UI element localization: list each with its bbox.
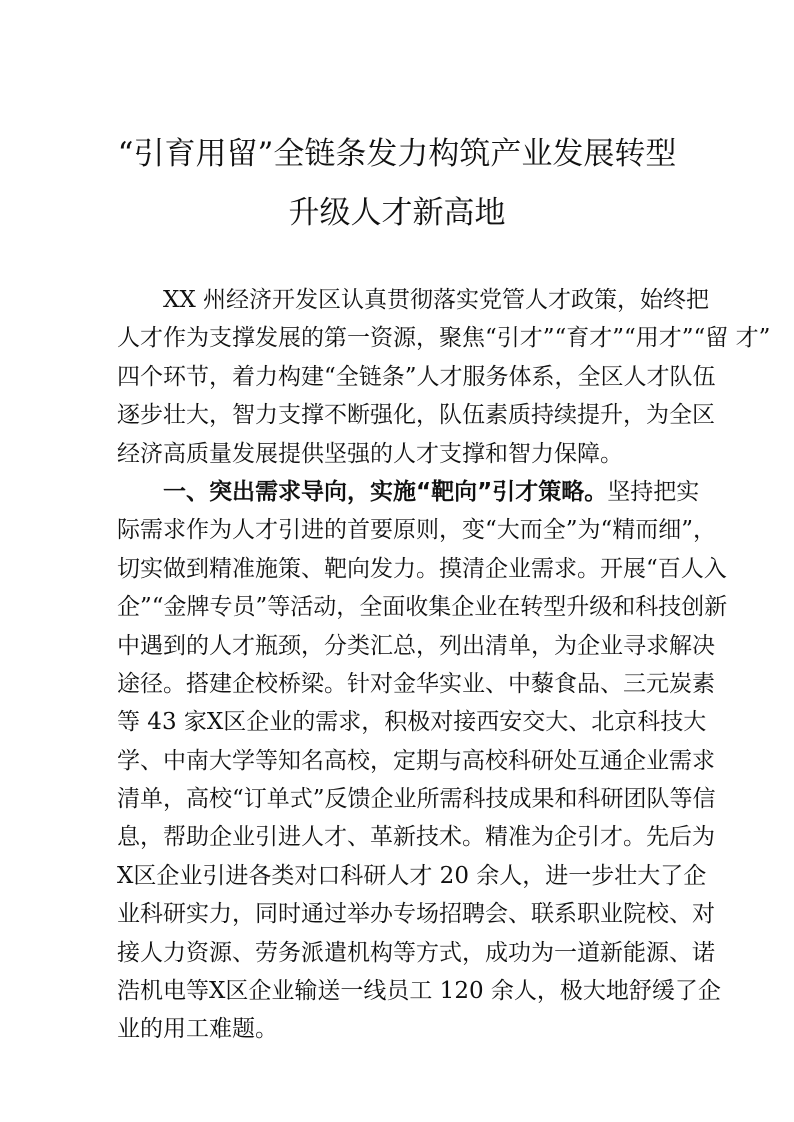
- paragraph-2-first-line: [117, 473, 700, 511]
- paragraph-2-line: 清单，高校“订单式”反馈企业所需科技成果和科研团队等信: [117, 786, 716, 813]
- paragraph-2-line: 途径。搭建企校桥梁。针对金华实业、中藜食品、三元炭素: [117, 670, 715, 697]
- paragraph-1-line: 逐步壮大，智力支撑不断强化，队伍素质持续提升，为全区: [117, 402, 715, 429]
- paragraph-1-line: 四个环节，着力构建“全链条”人才服务体系，全区人才队伍: [117, 363, 716, 390]
- paragraph-2-line: 中遇到的人才瓶颈，分类汇总，列出清单，为企业寻求解决: [117, 632, 715, 659]
- paragraph-2-line: 际需求作为人才引进的首要原则，变“大而全”为“精而细”，: [117, 517, 717, 544]
- paragraph-2-line: 息，帮助企业引进人才、革新技术。精准为企引才。先后为: [117, 824, 715, 851]
- paragraph-1-line: 经济高质量发展提供坚强的人才支撑和智力保障。: [117, 440, 623, 467]
- paragraph-2-line: 业科研实力，同时通过举办专场招聘会、联系职业院校、对: [117, 901, 715, 928]
- paragraph-2-line: 等 43 家X区企业的需求，积极对接西安交大、北京科技大: [117, 709, 707, 736]
- section-heading: 一、突出需求导向，实施“靶向”引才策略。: [163, 478, 608, 505]
- paragraph-2-line: 企”“金牌专员”等活动，全面收集企业在转型升级和科技创新: [117, 594, 728, 621]
- paragraph-1-line: 人才作为支撑发展的第一资源，聚焦“引才”“育才”“用才”“留 才”: [117, 325, 771, 352]
- document-title-line-2: 升级人才新高地: [288, 195, 506, 231]
- paragraph-2-line: 浩机电等X区企业输送一线员工 120 余人，极大地舒缓了企: [117, 978, 721, 1005]
- paragraph-2-line: X区企业引进各类对口科研人才 20 余人，进一步壮大了企: [117, 862, 707, 889]
- paragraph-2-line: 业的用工难题。: [117, 1016, 278, 1043]
- paragraph-2-first-line-text: 坚持把实: [607, 478, 700, 505]
- paragraph-2-line: 切实做到精准施策、靶向发力。摸清企业需求。开展“百人入: [117, 555, 727, 582]
- paragraph-2-line: 接人力资源、劳务派遣机构等方式，成功为一道新能源、诺: [117, 939, 715, 966]
- document-title-line-1: “引育用留”全链条发力构筑产业发展转型: [117, 136, 677, 172]
- document-body: [117, 281, 771, 1049]
- paragraph-1-line: XX 州经济开发区认真贯彻落实党管人才政策，始终把: [163, 287, 710, 313]
- paragraph-2-line: 学、中南大学等知名高校，定期与高校科研处互通企业需求: [117, 747, 715, 774]
